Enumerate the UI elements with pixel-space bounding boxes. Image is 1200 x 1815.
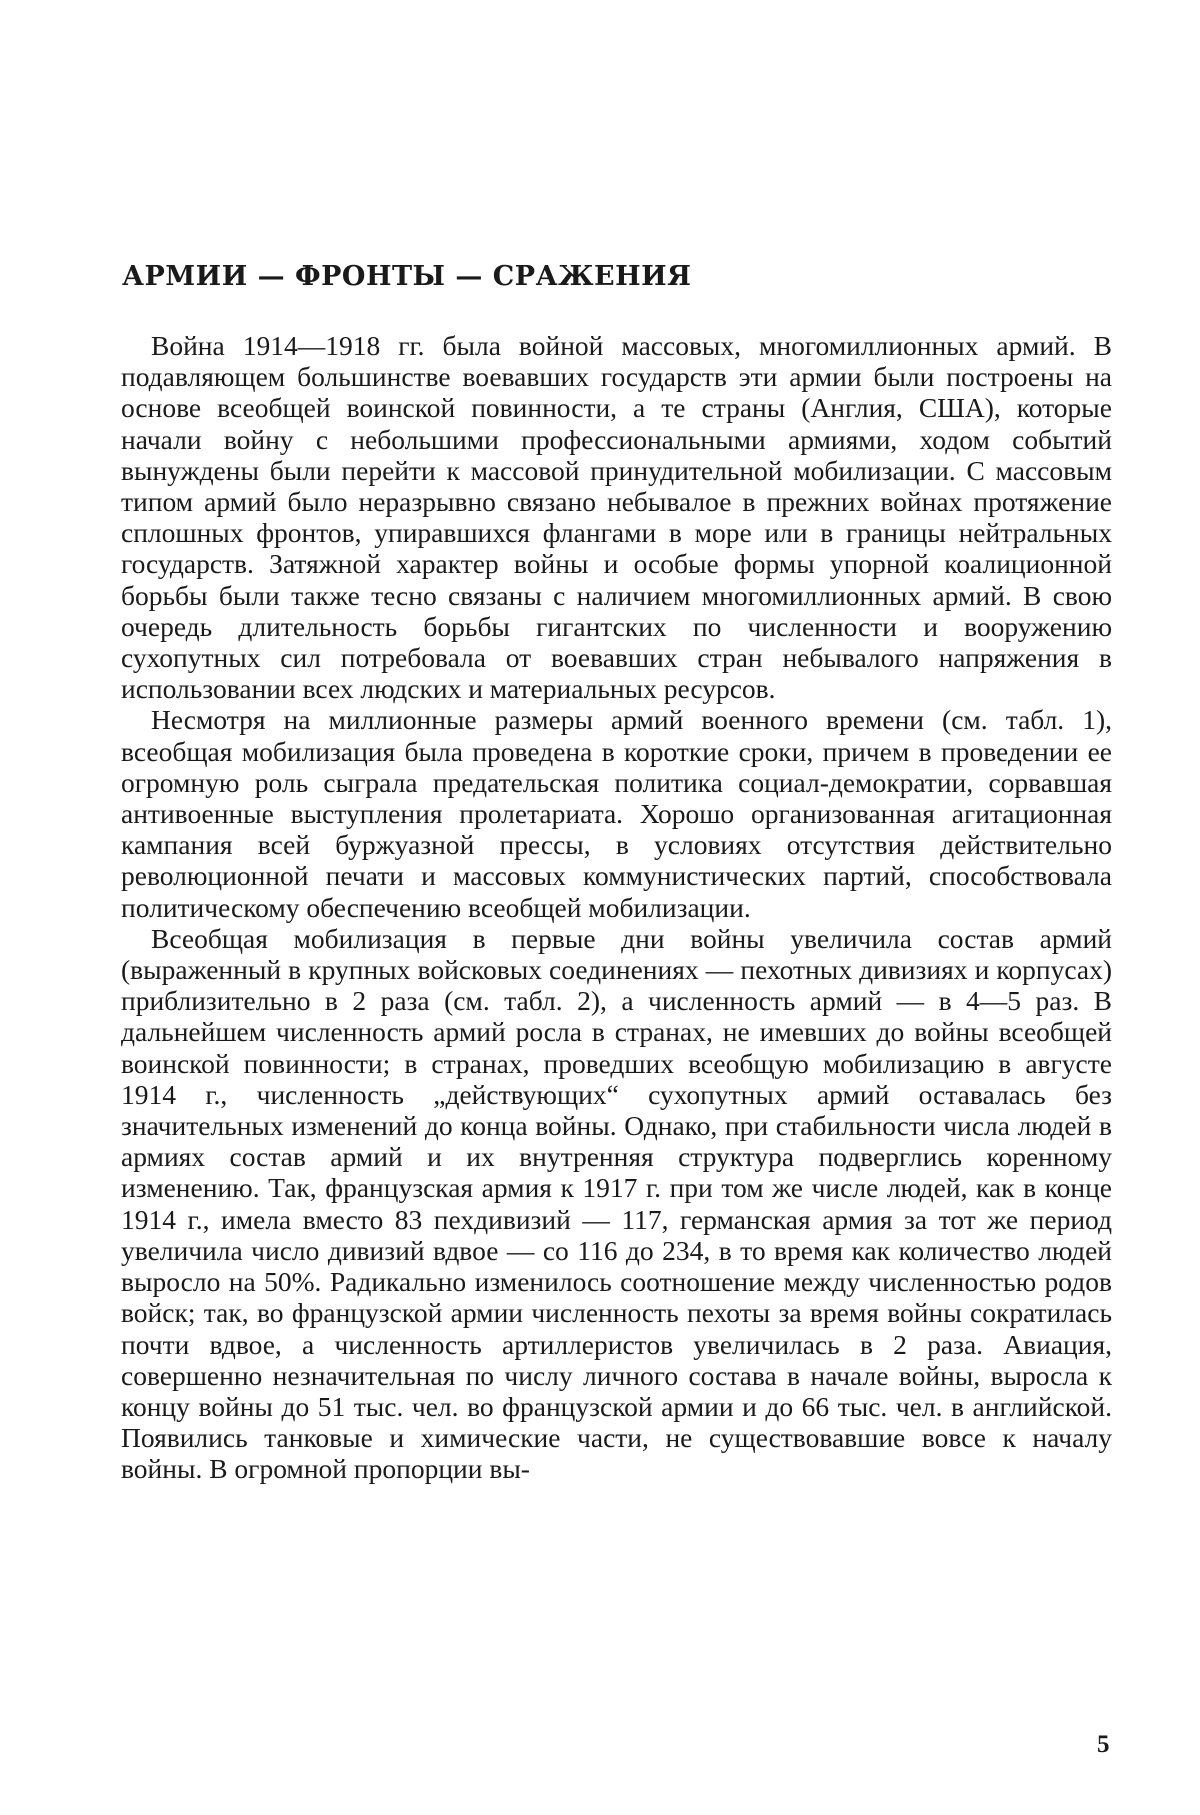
body-text: [121, 330, 1112, 1485]
section-heading: АРМИИ — ФРОНТЫ — СРАЖЕНИЯ: [122, 261, 692, 292]
paragraph-2: Несмотря на миллионные размеры армий военного времени (см. табл. 1), всеобщая мобилизация была проведена в короткие сроки, причем в проведении ее огромную роль сыграла предательская политика социал-демократии, сорвавшая антивоенные выступления пролетариата. Хорошо организованная агитационная кампания всей буржуазной прессы, в условиях отсутствия действительно революционной печати и массовых коммунистических партий, способствовала политическому обеспечению всеобщей мобилизации.: [121, 704, 1112, 923]
page-number: 5: [1097, 1731, 1110, 1758]
paragraph-1: Война 1914—1918 гг. была войной массовых, многомиллионных армий. В подавляющем большинстве воевавших государств эти армии были построены на основе всеобщей воинской повинности, а те страны (Англия, США), которые начали войну с небольшими профессиональными армиями, ходом событий вынуждены были перейти к массовой принудительной мобилизации. С массовым типом армий было неразрывно связано небывалое в прежних войнах протяжение сплошных фронтов, упиравшихся флангами в море или в границы нейтральных государств. Затяжной характер войны и особые формы упорной коалиционной борьбы были также тесно связаны с наличием многомиллионных армий. В свою очередь длительность борьбы гигантских по численности и вооружению сухопутных сил потребовала от воевавших стран небывалого напряжения в использовании всех людских и материальных ресурсов.: [121, 330, 1112, 705]
paragraph-3: Всеобщая мобилизация в первые дни войны увеличила состав армий (выраженный в крупных войсковых соединениях — пехотных дивизиях и корпусах) приблизительно в 2 раза (см. табл. 2), а численность армий — в 4—5 раз. В дальнейшем численность армий росла в странах, не имевших до войны всеобщей воинской повинности; в странах, проведших всеобщую мобилизацию в августе 1914 г., численность „действующих“ сухопутных армий оставалась без значительных изменений до конца войны. Однако, при стабильности числа людей в армиях состав армий и их внутренняя структура подверглись коренному изменению. Так, французская армия к 1917 г. при том же числе людей, как в конце 1914 г., имела вместо 83 пехдивизий — 117, германская армия за тот же период увеличила число дивизий вдвое — со 116 до 234, в то время как количество людей выросло на 50%. Радикально изменилось соотношение между численностью родов войск; так, во французской армии численность пехоты за время войны сократилась почти вдвое, а численность артиллеристов увеличилась в 2 раза. Авиация, совершенно незначительная по числу личного состава в начале войны, выросла к концу войны до 51 тыс. чел. во французской армии и до 66 тыс. чел. в английской. Появились танковые и химические части, не существовавшие вовсе к началу войны. В огромной пропорции вы-: [121, 922, 1112, 1485]
